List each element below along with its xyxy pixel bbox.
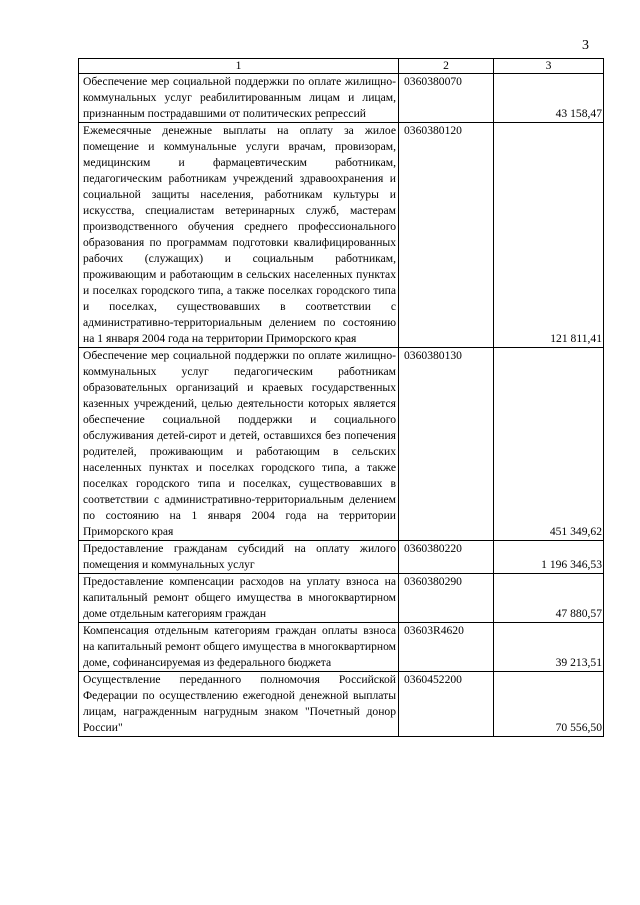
row-code: 0360380120 <box>399 123 494 348</box>
column-header-2: 2 <box>399 59 494 74</box>
table-row <box>79 623 604 672</box>
row-amount: 451 349,62 <box>494 348 604 541</box>
column-header-3: 3 <box>494 59 604 74</box>
column-header-1: 1 <box>79 59 399 74</box>
budget-table <box>78 58 604 737</box>
row-code: 0360380290 <box>399 574 494 623</box>
table-row <box>79 123 604 348</box>
row-code: 0360452200 <box>399 672 494 737</box>
row-description: Осуществление переданного полномочия Российской Федерации по осуществлению ежегодной денежной выплаты лицам, награжденным нагрудным знаком "Почетный донор России" <box>79 672 399 737</box>
row-amount: 1 196 346,53 <box>494 541 604 574</box>
row-code: 0360380130 <box>399 348 494 541</box>
row-amount: 121 811,41 <box>494 123 604 348</box>
row-amount: 43 158,47 <box>494 74 604 123</box>
table-row <box>79 74 604 123</box>
row-description: Предоставление компенсации расходов на уплату взноса на капитальный ремонт общего имущества в многоквартирном доме отдельным категориям граждан <box>79 574 399 623</box>
page-number: 3 <box>582 38 589 53</box>
row-description: Предоставление гражданам субсидий на оплату жилого помещения и коммунальных услуг <box>79 541 399 574</box>
row-code: 0360380220 <box>399 541 494 574</box>
row-code: 0360380070 <box>399 74 494 123</box>
table-header-row <box>79 59 604 74</box>
row-amount: 70 556,50 <box>494 672 604 737</box>
table-row <box>79 348 604 541</box>
table-row <box>79 541 604 574</box>
row-code: 03603R4620 <box>399 623 494 672</box>
table-row <box>79 672 604 737</box>
row-amount: 39 213,51 <box>494 623 604 672</box>
row-description: Ежемесячные денежные выплаты на оплату за жилое помещение и коммунальные услуги врачам, провизорам, медицинским и фармацевтическим работникам, педагогическим работникам учреждений здравоохранения и социальной защиты населения, работникам культуры и искусства, специалистам ветеринарных служб, мастерам производственного обучения среднего профессионального образования по программам подготовки квалифицированных рабочих (служащих) и социальным работникам, проживающим и работающим в сельских населенных пунктах и поселках городского типа, а также поселках городского типа и поселках, существовавших в соответствии с административно-территориальным делением по состоянию на 1 января 2004 года на территории Приморского края <box>79 123 399 348</box>
row-description: Обеспечение мер социальной поддержки по оплате жилищно-коммунальных услуг педагогическим работникам образовательных организаций и краевых государственных казенных учреждений, целью деятельности которых является обеспечение социальной поддержки и социального обслуживания детей-сирот и детей, оставшихся без попечения родителей, проживающим и работающим в сельских населенных пунктах и поселках городского типа, а также поселках городского типа и поселках, существовавших в соответствии с административно-территориальным делением по состоянию на 1 января 2004 года на территории Приморского края <box>79 348 399 541</box>
table-row <box>79 574 604 623</box>
row-description: Обеспечение мер социальной поддержки по оплате жилищно-коммунальных услуг реабилитированным лицам и лицам, признанным пострадавшими от политических репрессий <box>79 74 399 123</box>
row-description: Компенсация отдельным категориям граждан оплаты взноса на капитальный ремонт общего имущества в многоквартирном доме, софинансируемая из федерального бюджета <box>79 623 399 672</box>
row-amount: 47 880,57 <box>494 574 604 623</box>
